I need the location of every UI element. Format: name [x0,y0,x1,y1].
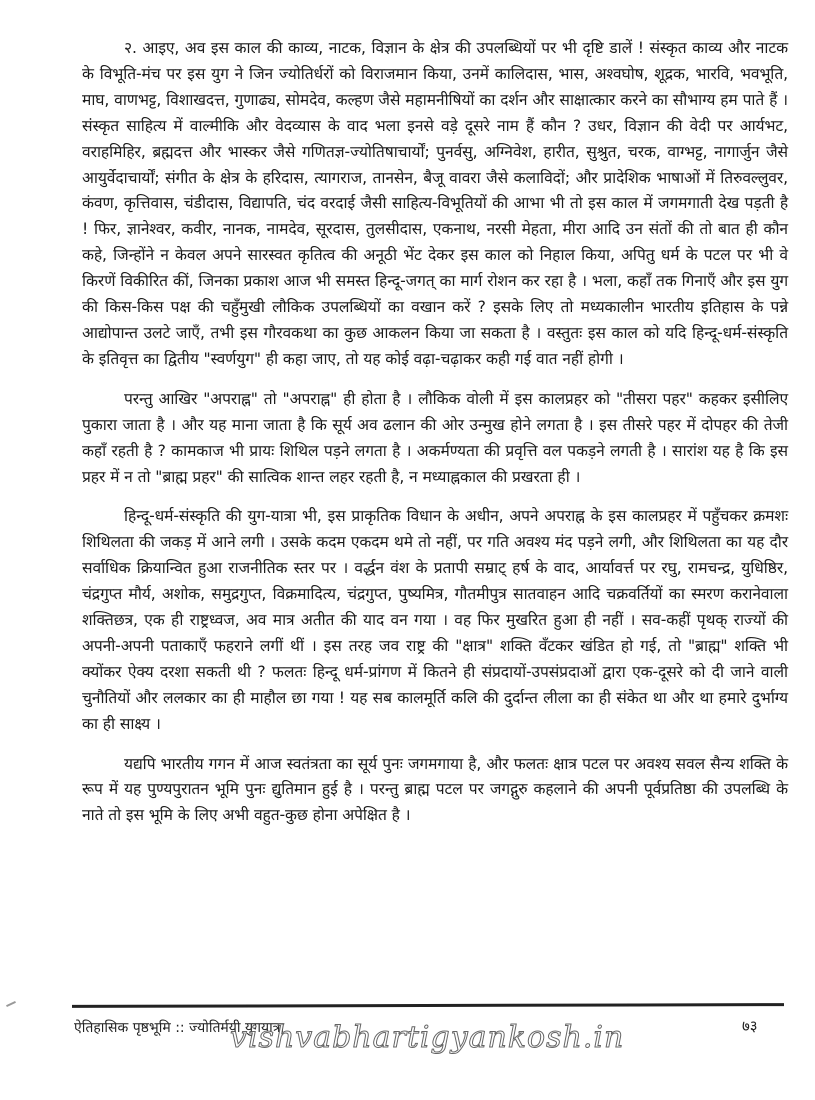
running-title: ऐतिहासिक पृष्ठभूमि :: ज्योतिर्मयी युगयात्रा [74,1020,285,1036]
paragraph-decline: हिन्दू-धर्म-संस्कृति की युग-यात्रा भी, इस प्राकृतिक विधान के अधीन, अपने अपराह्न के इस कालप्रहर में पहुँचकर क्रमशः शिथिलता की जकड़ में आने लगी । उसके कदम एकदम थमे तो नहीं, पर गति अवश्य मंद पड़ने लगी, और शिथिलता का यह दौर सर्वाधिक क्रियान्वित हुआ राजनीतिक स्तर पर । वर्द्धन वंश के प्रतापी सम्राट् हर्ष के वाद, आर्यावर्त्त पर रघु, रामचन्द्र, युधिष्ठिर, चंद्रगुप्त मौर्य, अशोक, समुद्रगुप्त, विक्रमादित्य, चंद्रगुप्त, पुष्यमित्र, गौतमीपुत्र सातवाहन आदि चक्रवर्तियों का स्मरण करानेवाला शक्तिछत्र, एक ही राष्ट्रध्वज, अव मात्र अतीत की याद वन गया । वह फिर मुखरित हुआ ही नहीं । सव-कहीं पृथक् राज्यों की अपनी-अपनी पताकाएँ फहराने लगीं थीं । इस तरह जव राष्ट्र की "क्षात्र" शक्ति वँटकर खंडित हो गई, तो "ब्राह्म" शक्ति भी क्योंकर ऐक्य दरशा सकती थी ? फलतः हिन्दू धर्म-प्रांगण में कितने ही संप्रदायों-उपसंप्रदाओं द्वारा एक-दूसरे को दी जाने वाली चुनौतियों और ललकार का ही माहौल छा गया ! यह सब कालमूर्ति कलि की दुर्दान्त लीला का ही संकेत था और था हमारे दुर्भाग्य का ही साक्ष्य । [82,507,788,733]
body-text [82,36,788,829]
page-number: ७३ [742,1017,758,1035]
paragraph-afternoon: परन्तु आखिर "अपराह्न" तो "अपराह्न" ही होता है । लौकिक वोली में इस कालप्रहर को "तीसरा पहर" कहकर इसीलिए पुकारा जाता है । और यह माना जाता है कि सूर्य अव ढलान की ओर उन्मुख होने लगता है । इस तीसरे पहर में दोपहर की तेजी कहाँ रहती है ? कामकाज भी प्रायः शिथिल पड़ने लगता है । अकर्मण्यता की प्रवृत्ति वल पकड़ने लगती है । सारांश यह है कि इस प्रहर में न तो "ब्राह्म प्रहर" की सात्विक शान्त लहर रहती है, न मध्याह्नकाल की प्रखरता ही । [82,389,788,486]
paragraph-golden-age: २. आइए, अव इस काल की काव्य, नाटक, विज्ञान के क्षेत्र की उपलब्धियों पर भी दृष्टि डालें ! संस्कृत काव्य और नाटक के विभूति-मंच पर इस युग ने जिन ज्योतिर्धरों को विराजमान किया, उनमें कालिदास, भास, अश्वघोष, शूद्रक, भारवि, भवभूति, माघ, वाणभट्ट, विशाखदत्त, गुणाढ्य, सोमदेव, कल्हण जैसे महामनीषियों का दर्शन और साक्षात्कार करने का सौभाग्य हम पाते हैं । संस्कृत साहित्य में वाल्मीकि और वेदव्यास के वाद भला इनसे वड़े दूसरे नाम हैं कौन ? उधर, विज्ञान की वेदी पर आर्यभट, वराहमिहिर, ब्रह्मदत्त और भास्कर जैसे गणितज्ञ-ज्योतिषाचार्यों; पुनर्वसु, अग्निवेश, हारीत, सुश्रुत, चरक, वाग्भट्ट, नागार्जुन जैसे आयुर्वेदाचार्यों; संगीत के क्षेत्र के हरिदास, त्यागराज, तानसेन, बैजू वावरा जैसे कलाविदों; और प्रादेशिक भाषाओं में तिरुवल्लुवर, कंवण, कृत्तिवास, चंडीदास, विद्यापति, चंद वरदाई जैसी साहित्य-विभूतियों की आभा भी तो इस काल में जगमगाती देख पड़ती है ! फिर, ज्ञानेश्वर, कवीर, नानक, नामदेव, सूरदास, तुलसीदास, एकनाथ, नरसी मेहता, मीरा आदि उन संतों की तो बात ही कौन कहे, जिन्होंने न केवल अपने सारस्वत कृतित्व की अनूठी भेंट देकर इस काल को निहाल किया, अपितु धर्म के पटल पर भी वे किरणें विकीरित कीं, जिनका प्रकाश आज भी समस्त हिन्दू-जगत् का मार्ग रोशन कर रहा है । भला, कहाँ तक गिनाएँ और इस युग की किस-किस पक्ष की चहुँमुखी लौकिक उपलब्धियों का वखान करें ? इसके लिए तो मध्यकालीन भारतीय इतिहास के पन्ने आद्योपान्त उलटे जाएँ, तभी इस गौरवकथा का कुछ आकलन किया जा सकता है । वस्तुतः इस काल को यदि हिन्दू-धर्म-संस्कृति के इतिवृत्त का द्वितीय "स्वर्णयुग" ही कहा जाए, तो यह कोई वढ़ा-चढ़ाकर कही गई वात नहीं होगी । [82,39,788,368]
margin-mark [6,1001,16,1007]
paragraph-independence: यद्यपि भारतीय गगन में आज स्वतंत्रता का सूर्य पुनः जगमगाया है, और फलतः क्षात्र पटल पर अवश्य सवल सैन्य शक्ति के रूप में यह पुण्यपुरातन भूमि पुनः द्युतिमान हुई है । परन्तु ब्राह्म पटल पर जगद्गुरु कहलाने की अपनी पूर्वप्रतिष्ठा की उपलब्धि के नाते तो इस भूमि के लिए अभी वहुत-कुछ होना अपेक्षित है । [82,754,788,825]
watermark: vishvabhartigyankosh.in [230,1020,625,1055]
footer-divider [72,1003,784,1008]
